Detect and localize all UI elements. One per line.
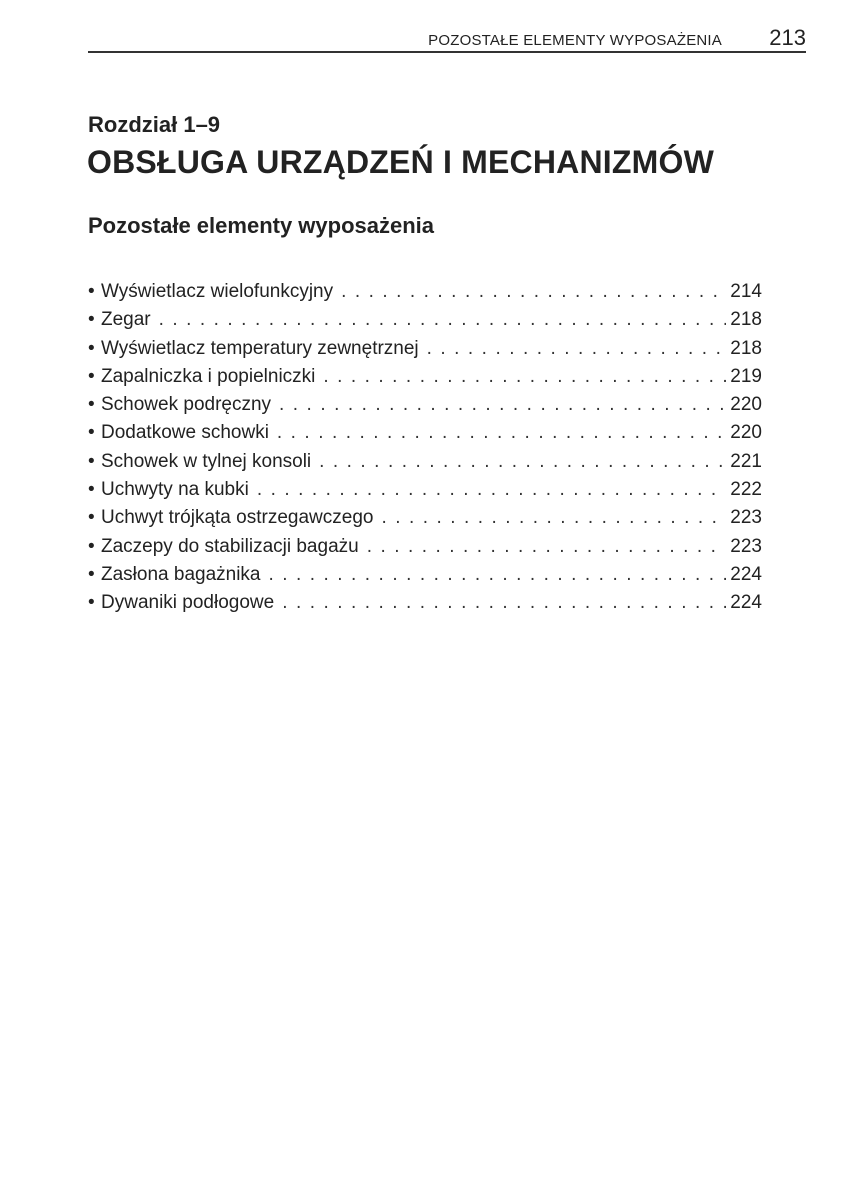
toc-entry[interactable]: [88, 592, 762, 620]
dot-leader: [341, 281, 726, 303]
toc-entry[interactable]: [88, 479, 762, 507]
bullet: •: [88, 394, 95, 416]
toc-entry-label: Uchwyty na kubki: [101, 479, 249, 501]
toc-entry[interactable]: [88, 564, 762, 592]
dot-leader: [279, 394, 726, 416]
bullet: •: [88, 479, 95, 501]
toc-entry-page: 218: [730, 309, 762, 331]
toc-entry[interactable]: [88, 281, 762, 309]
toc-entry-page: 222: [730, 479, 762, 501]
chapter-label: Rozdział 1–9: [88, 112, 221, 137]
toc-entry-page: 220: [730, 394, 762, 416]
toc-entry-page: 220: [730, 422, 762, 444]
toc-entry-label: Uchwyt trójkąta ostrzegawczego: [101, 507, 374, 529]
toc-entry-label: Wyświetlacz temperatury zewnętrznej: [101, 337, 419, 359]
toc-entry-page: 223: [730, 507, 762, 529]
toc-entry[interactable]: [88, 507, 762, 535]
dot-leader: [282, 592, 726, 614]
bullet: •: [88, 422, 95, 444]
toc-entry[interactable]: [88, 366, 762, 394]
toc-entry-label: Schowek podręczny: [101, 394, 272, 416]
toc-entry-page: 221: [730, 450, 762, 472]
dot-leader: [367, 536, 727, 558]
bullet: •: [88, 507, 95, 529]
dot-leader: [277, 422, 726, 444]
dot-leader: [323, 366, 726, 388]
dot-leader: [427, 338, 727, 360]
toc-entry-label: Zasłona bagażnika: [101, 563, 261, 585]
bullet: •: [88, 592, 95, 614]
toc-entry-page: 224: [730, 563, 762, 585]
toc-entry[interactable]: [88, 309, 762, 337]
dot-leader: [257, 479, 726, 501]
table-of-contents: [88, 281, 762, 621]
toc-entry-page: 214: [730, 281, 762, 302]
running-header: [88, 24, 806, 52]
section-title: Pozostałe elementy wyposażenia: [88, 213, 435, 238]
dot-leader: [381, 507, 726, 529]
toc-entry-label: Zegar: [101, 309, 151, 331]
bullet: •: [88, 281, 95, 302]
bullet: •: [88, 365, 95, 387]
toc-entry[interactable]: [88, 394, 762, 422]
toc-entry-page: 218: [730, 337, 762, 359]
toc-entry-page: 223: [730, 535, 762, 557]
dot-leader: [159, 309, 727, 331]
bullet: •: [88, 450, 95, 472]
bullet: •: [88, 535, 95, 557]
toc-entry[interactable]: [88, 536, 762, 564]
bullet: •: [88, 309, 95, 331]
dot-leader: [319, 451, 726, 473]
toc-entry-label: Wyświetlacz wielofunkcyjny: [101, 281, 334, 302]
bullet: •: [88, 563, 95, 585]
header-rule: [88, 51, 806, 53]
toc-entry-label: Zapalniczka i popielniczki: [101, 365, 316, 387]
toc-entry-page: 219: [730, 365, 762, 387]
bullet: •: [88, 337, 95, 359]
toc-entry-page: 224: [730, 592, 762, 614]
running-title: POZOSTAŁE ELEMENTY WYPOSAŻENIA: [428, 32, 722, 49]
toc-entry[interactable]: [88, 338, 762, 366]
toc-entry-label: Dywaniki podłogowe: [101, 592, 275, 614]
toc-entry[interactable]: [88, 422, 762, 450]
chapter-title: OBSŁUGA URZĄDZEŃ I MECHANIZMÓW: [87, 144, 714, 180]
toc-entry-label: Schowek w tylnej konsoli: [101, 450, 312, 472]
dot-leader: [269, 564, 727, 586]
page-number: 213: [769, 25, 806, 50]
toc-entry[interactable]: [88, 451, 762, 479]
toc-entry-label: Zaczepy do stabilizacji bagażu: [101, 535, 359, 557]
toc-entry-label: Dodatkowe schowki: [101, 422, 269, 444]
